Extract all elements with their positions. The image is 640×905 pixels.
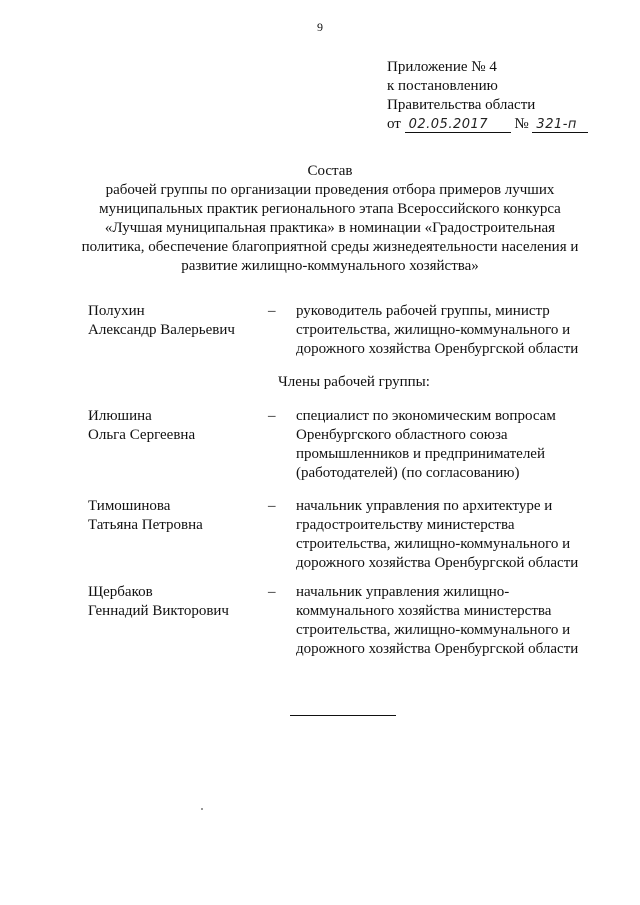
member-role [296,497,596,573]
member-name [88,302,268,340]
leader-entry [88,302,596,359]
role-line: Оренбургского областного союза [296,427,508,443]
title-line: рабочей группы по организации проведения отбора примеров лучших [105,182,555,198]
role-line: дорожного хозяйства Оренбургской области [296,341,579,357]
from-label: от [387,116,401,132]
member-surname: Илюшина [88,408,152,424]
appendix-resolution-label: к постановлению [387,78,498,94]
appendix-number: Приложение № 4 [387,59,497,75]
appendix-date-line [387,115,627,134]
role-line: (работодателей) (по согласованию) [296,465,520,481]
member-given-name: Геннадий Викторович [88,603,229,619]
member-dash: – [268,584,276,600]
role-line: специалист по экономическим вопросам [296,408,556,424]
page-number: 9 [317,20,323,34]
member-given-name: Ольга Сергеевна [88,427,196,443]
handwritten-number: 321-п [532,117,588,133]
role-line: начальник управления по архитектуре и [296,498,553,514]
member-role [296,407,596,483]
appendix-header [387,58,627,134]
role-line: строительства, жилищно-коммунального и [296,536,571,552]
appendix-authority: Правительства области [387,97,536,113]
title-heading: Состав [307,163,353,179]
title-line: политика, обеспечение благоприятной среды жизнедеятельности населения и [81,239,579,255]
member-dash: – [268,408,276,424]
role-line: дорожного хозяйства Оренбургской области [296,641,579,657]
scan-speck [201,808,203,810]
handwritten-date: 02.05.2017 [405,117,511,133]
role-line: промышленников и предпринимателей [296,446,545,462]
member-given-name: Александр Валерьевич [88,322,235,338]
member-role [296,302,596,359]
member-dash: – [268,303,276,319]
member-surname: Тимошинова [88,498,171,514]
member-entry [88,407,596,483]
member-role [296,583,596,659]
member-name [88,497,268,535]
document-title [70,162,590,276]
member-entry [88,583,596,659]
title-line: «Лучшая муниципальная практика» в номинации «Градостроительная [104,220,556,236]
member-dash: – [268,498,276,514]
member-name [88,407,268,445]
title-line: развитие жилищно-коммунального хозяйства» [181,258,479,274]
title-line: муниципальных практик регионального этапа Всероссийского конкурса [99,201,561,217]
member-surname: Щербаков [88,584,153,600]
member-surname: Полухин [88,303,145,319]
member-name [88,583,268,621]
role-line: дорожного хозяйства Оренбургской области [296,555,579,571]
member-entry [88,497,596,573]
role-line: начальник управления жилищно- [296,584,510,600]
role-line: градостроительству министерства [296,517,515,533]
role-line: строительства, жилищно-коммунального и [296,622,571,638]
role-line: руководитель рабочей группы, министр [296,303,550,319]
member-given-name: Татьяна Петровна [88,517,203,533]
number-label: № [514,116,529,132]
closing-rule [290,715,396,716]
members-heading: Члены рабочей группы: [278,374,430,390]
role-line: строительства, жилищно-коммунального и [296,322,571,338]
role-line: коммунального хозяйства министерства [296,603,552,619]
